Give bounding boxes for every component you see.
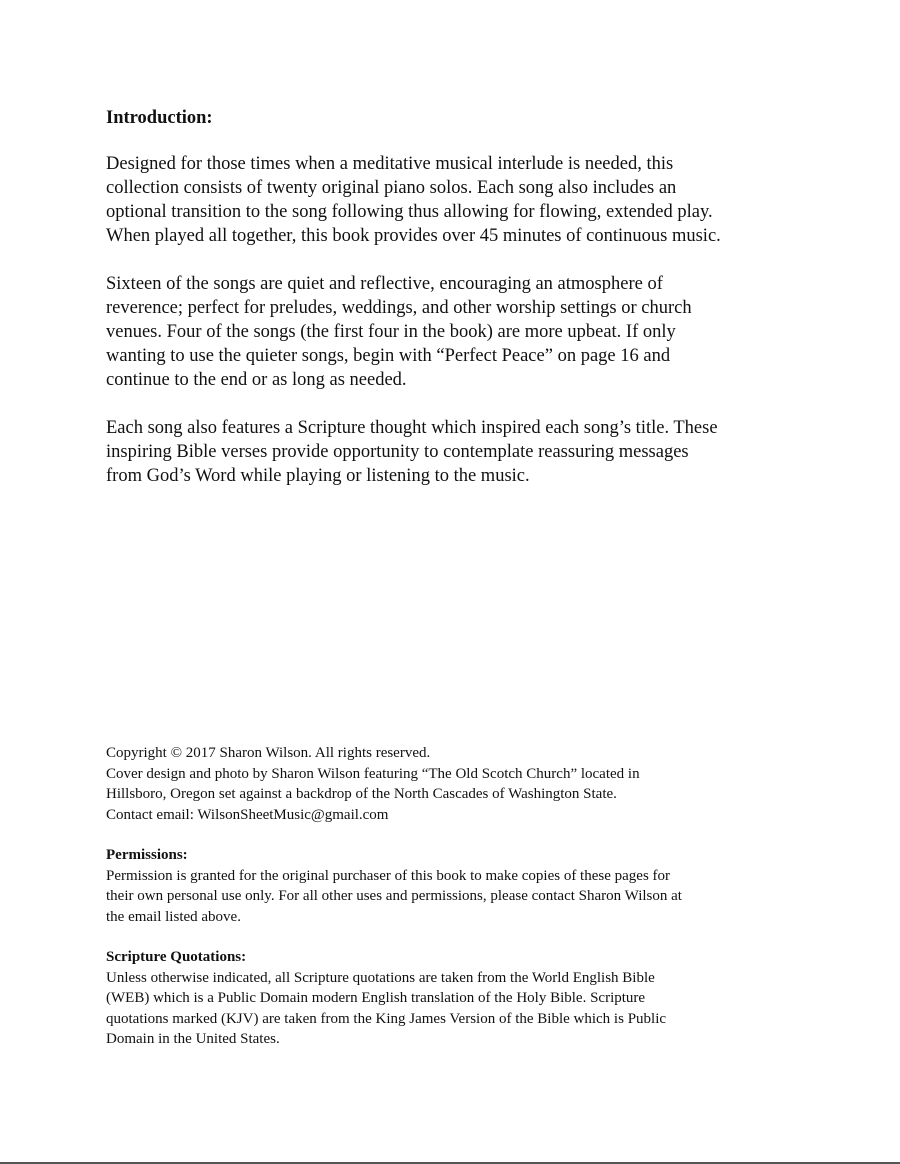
text-line: Permission is granted for the original purchaser of this book to make copies of these pages for (106, 867, 671, 884)
text-line: Unless otherwise indicated, all Scripture quotations are taken from the World English Bible (106, 969, 655, 986)
text-line: from God’s Word while playing or listening to the music. (106, 466, 530, 486)
text-line: collection consists of twenty original piano solos. Each song also includes an (106, 178, 677, 198)
intro-paragraph-2 (106, 272, 806, 392)
permissions-block (106, 845, 806, 927)
scripture-quotations-block (106, 947, 806, 1050)
text-line: When played all together, this book provides over 45 minutes of continuous music. (106, 226, 721, 246)
text-line: Domain in the United States. (106, 1031, 280, 1047)
text-line: venues. Four of the songs (the first four in the book) are more upbeat. If only (106, 322, 676, 342)
text-line: the email listed above. (106, 908, 241, 925)
introduction-section (106, 106, 806, 512)
scripture-quotations-heading: Scripture Quotations: (106, 949, 247, 965)
copyright-block (106, 743, 806, 825)
contact-email-line: Contact email: WilsonSheetMusic@gmail.com (106, 806, 389, 823)
text-line: (WEB) which is a Public Domain modern English translation of the Holy Bible. Scripture (106, 990, 646, 1006)
text-line: Sixteen of the songs are quiet and reflective, encouraging an atmosphere of (106, 274, 663, 294)
text-line: optional transition to the song following thus allowing for flowing, extended play. (106, 202, 713, 222)
cover-credit-line: Cover design and photo by Sharon Wilson featuring “The Old Scotch Church” located in (106, 765, 640, 782)
introduction-heading: Introduction: (106, 108, 213, 128)
text-line: Each song also features a Scripture thought which inspired each song’s title. These (106, 418, 718, 438)
copyright-line: Copyright © 2017 Sharon Wilson. All rights reserved. (106, 745, 431, 761)
cover-credit-line: Hillsboro, Oregon set against a backdrop of the North Cascades of Washington State. (106, 786, 617, 802)
intro-paragraph-1 (106, 152, 806, 248)
text-line: their own personal use only. For all other uses and permissions, please contact Sharon Wilson at (106, 888, 682, 904)
text-line: Designed for those times when a meditative musical interlude is needed, this (106, 154, 674, 174)
text-line: wanting to use the quieter songs, begin with “Perfect Peace” on page 16 and (106, 346, 671, 366)
text-line: quotations marked (KJV) are taken from the King James Version of the Bible which is Public (106, 1010, 667, 1027)
text-line: reverence; perfect for preludes, weddings, and other worship settings or church (106, 298, 692, 318)
text-line: continue to the end or as long as needed. (106, 370, 407, 390)
permissions-heading: Permissions: (106, 847, 188, 863)
text-line: inspiring Bible verses provide opportunity to contemplate reassuring messages (106, 442, 689, 462)
front-matter-notices (106, 743, 806, 1070)
intro-paragraph-3 (106, 416, 806, 488)
